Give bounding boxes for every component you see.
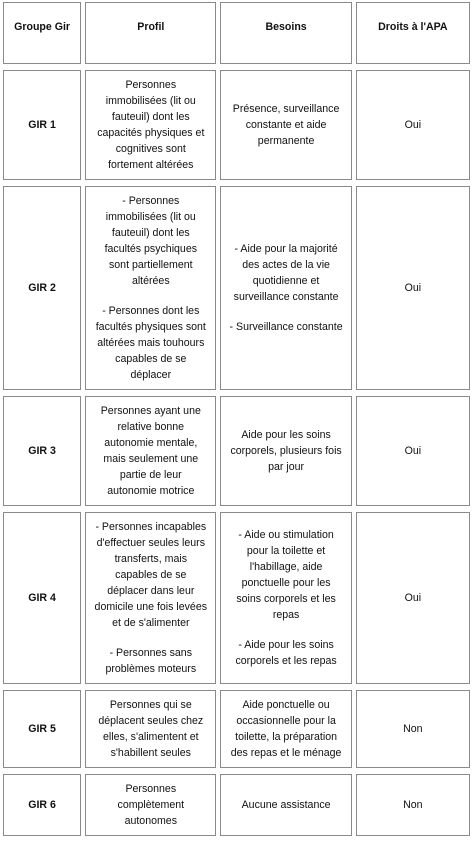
profil-text: Personnes qui se déplacent seules chez elles, s'alimentent et s'habillent seules: [98, 699, 204, 759]
profil-cell: [85, 186, 216, 390]
profil-text: - Personnes dont les facultés physiques sont altérées mais touhours capables de se déplacer: [95, 305, 206, 381]
besoins-text: Aide ponctuelle ou occasionnelle pour la toilette, la préparation des repas et le ménage: [230, 699, 342, 759]
header-droits: Droits à l'APA: [356, 2, 470, 64]
profil-cell: [85, 774, 216, 836]
group-cell: GIR 4: [3, 512, 81, 684]
header-row: [3, 2, 470, 64]
profil-cell: [85, 70, 216, 180]
profil-text: - Personnes immobilisées (lit ou fauteuil) dont les facultés psychiques sont partiellement altérées: [104, 195, 198, 287]
droits-cell: Non: [356, 690, 470, 768]
header-profil: Profil: [85, 2, 216, 64]
besoins-text: - Surveillance constante: [229, 321, 343, 333]
profil-cell: [85, 690, 216, 768]
besoins-text: - Aide ou stimulation pour la toilette et l'habillage, aide ponctuelle pour les soins corporels et les repas: [236, 529, 336, 621]
besoins-text: Aucune assistance: [241, 799, 331, 811]
group-cell: GIR 3: [3, 396, 81, 506]
droits-cell: Oui: [356, 186, 470, 390]
group-cell: GIR 1: [3, 70, 81, 180]
besoins-text: - Aide pour les soins corporels et les repas: [235, 639, 337, 667]
profil-cell: [85, 512, 216, 684]
table-row: [3, 690, 470, 768]
profil-cell: [85, 396, 216, 506]
profil-text: Personnes complètement autonomes: [117, 783, 185, 827]
besoins-text: Aide pour les soins corporels, plusieurs fois par jour: [230, 429, 342, 473]
profil-text: Personnes immobilisées (lit ou fauteuil) dont les capacités physiques et cognitives sont fortement altérées: [97, 79, 205, 171]
table-row: [3, 512, 470, 684]
besoins-cell: [220, 690, 351, 768]
group-cell: GIR 2: [3, 186, 81, 390]
table-row: [3, 186, 470, 390]
profil-text: - Personnes incapables d'effectuer seules leurs transferts, mais capables de se déplacer dans leur domicile une fois levées et de s'alimenter: [94, 521, 208, 629]
header-besoins: Besoins: [220, 2, 351, 64]
besoins-text: - Aide pour la majorité des actes de la vie quotidienne et surveillance constante: [233, 243, 339, 303]
droits-cell: Oui: [356, 70, 470, 180]
besoins-text: Présence, surveillance constante et aide permanente: [232, 103, 340, 147]
besoins-cell: [220, 396, 351, 506]
besoins-cell: [220, 186, 351, 390]
group-cell: GIR 5: [3, 690, 81, 768]
table-row: [3, 774, 470, 836]
profil-text: - Personnes sans problèmes moteurs: [105, 647, 197, 675]
droits-cell: Oui: [356, 396, 470, 506]
besoins-cell: [220, 774, 351, 836]
profil-text: Personnes ayant une relative bonne autonomie mentale, mais seulement une partie de leur autonomie motrice: [100, 405, 201, 497]
table-row: [3, 70, 470, 180]
header-groupe: Groupe Gir: [3, 2, 81, 64]
table-row: [3, 396, 470, 506]
droits-cell: Oui: [356, 512, 470, 684]
droits-cell: Non: [356, 774, 470, 836]
besoins-cell: [220, 70, 351, 180]
group-cell: GIR 6: [3, 774, 81, 836]
besoins-cell: [220, 512, 351, 684]
